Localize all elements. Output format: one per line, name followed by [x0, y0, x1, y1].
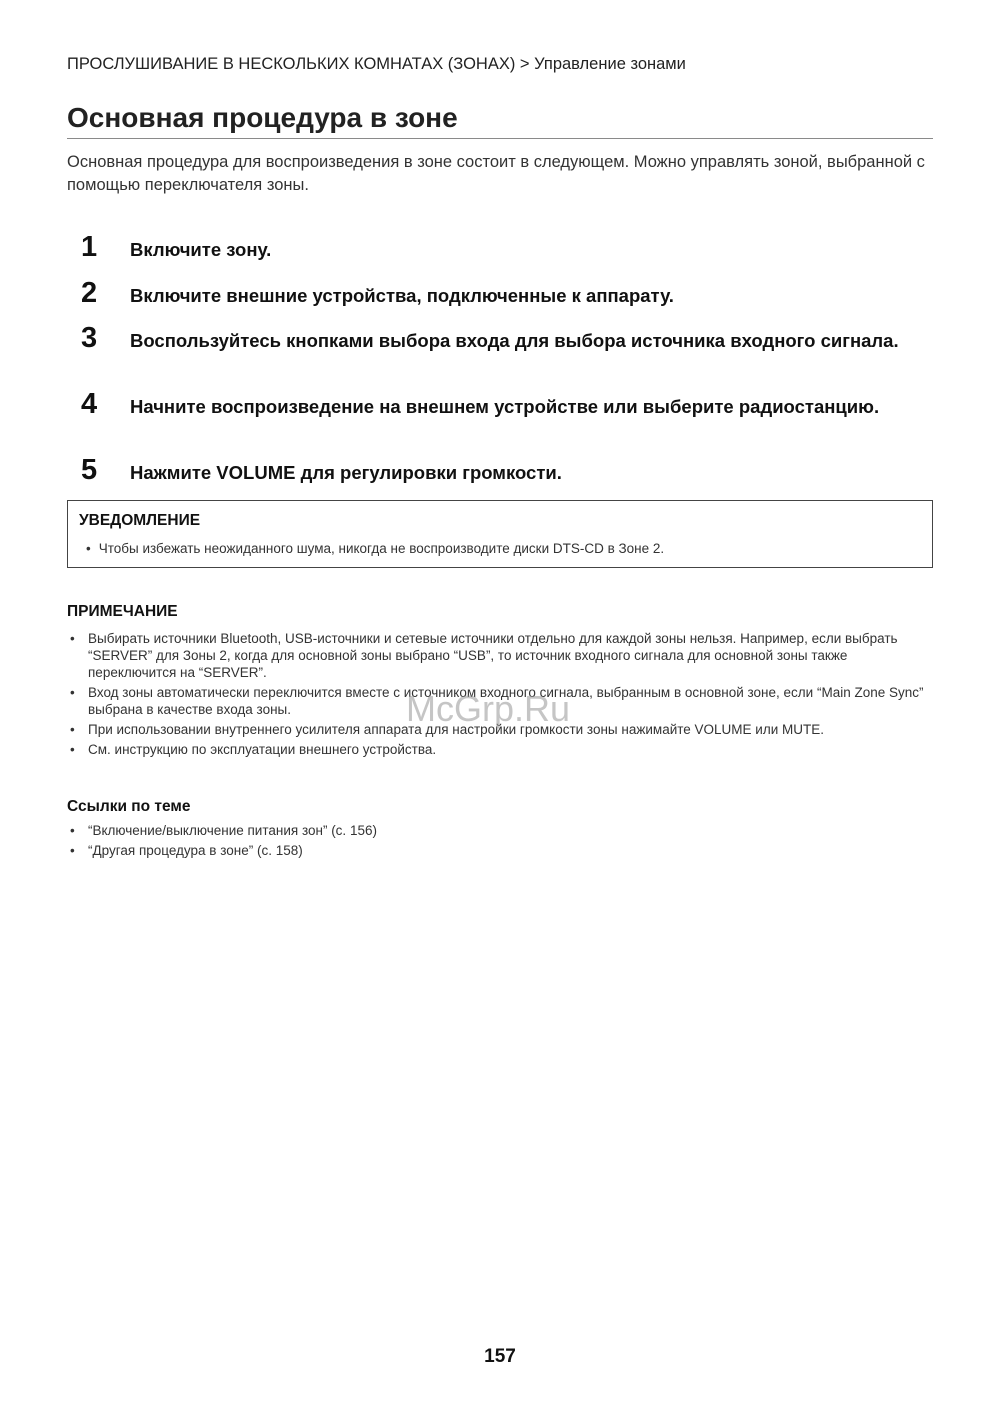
bullet-icon: •	[70, 742, 75, 757]
list-item-text: При использовании внутреннего усилителя аппарата для настройки громкости зоны нажимайте VOLUME или MUTE.	[88, 722, 825, 737]
step-1	[67, 230, 933, 276]
list-item-text: Выбирать источники Bluetooth, USB-источники и сетевые источники отдельно для каждой зоны нельзя. Например, если выбрать “SERVER” для Зоны 2, когда для основной зоны выбрано “USB”, то источник входного сигнала для основной зоны также переключится на “SERVER”.	[88, 631, 898, 680]
page-number: 157	[484, 1346, 516, 1367]
list-item-text: Вход зоны автоматически переключится вместе с источником входного сигнала, выбранным в основной зоне, если “Main Zone Sync” выбрана в качестве входа зоны.	[88, 685, 924, 717]
step-text: Начните воспроизведение на внешнем устройстве или выберите радиостанцию.	[130, 396, 880, 417]
related-links-title: Ссылки по теме	[67, 798, 191, 815]
step-text: Включите внешние устройства, подключенные к аппарату.	[130, 285, 674, 306]
notice-title: УВЕДОМЛЕНИЕ	[79, 512, 201, 529]
bullet-icon: •	[70, 843, 75, 858]
list-item	[67, 741, 933, 758]
step-number: 5	[81, 454, 98, 486]
notice-item-text: Чтобы избежать неожиданного шума, никогда не воспроизводите диски DTS-CD в Зоне 2.	[98, 541, 665, 556]
step-2	[67, 276, 933, 321]
breadcrumb: ПРОСЛУШИВАНИЕ В НЕСКОЛЬКИХ КОМНАТАХ (ЗОНАХ) > Управление зонами	[67, 55, 686, 73]
step-number: 4	[81, 388, 98, 420]
steps-list	[67, 230, 933, 493]
page-title: Основная процедура в зоне	[67, 100, 933, 139]
step-number: 3	[81, 322, 98, 354]
bullet-icon: •	[70, 722, 75, 737]
watermark: McGrp.Ru	[406, 688, 571, 729]
bullet-icon: •	[70, 685, 75, 700]
related-link[interactable]	[67, 822, 933, 839]
step-number: 2	[81, 277, 98, 309]
step-text: Включите зону.	[130, 239, 272, 260]
note-title: ПРИМЕЧАНИЕ	[67, 603, 178, 620]
related-links-list	[67, 822, 933, 862]
step-text: Нажмите VOLUME для регулировки громкости.	[130, 462, 562, 483]
bullet-icon: •	[70, 823, 75, 838]
notice-item	[86, 541, 664, 556]
step-5	[67, 453, 933, 493]
related-link-text[interactable]: “Другая процедура в зоне” (с. 158)	[88, 843, 303, 858]
step-4	[67, 387, 933, 453]
related-link[interactable]	[67, 842, 933, 859]
bullet-icon: •	[70, 631, 75, 646]
list-item-text: См. инструкцию по эксплуатации внешнего устройства.	[88, 742, 437, 757]
step-text: Воспользуйтесь кнопками выбора входа для выбора источника входного сигнала.	[130, 330, 899, 351]
bullet-icon: •	[86, 541, 91, 556]
intro-paragraph: Основная процедура для воспроизведения в зоне состоит в следующем. Можно управлять зоной, выбранной с помощью переключателя зоны.	[67, 153, 925, 194]
related-link-text[interactable]: “Включение/выключение питания зон” (с. 156)	[88, 823, 377, 838]
step-number: 1	[81, 231, 98, 263]
step-3	[67, 321, 933, 387]
notice-box	[67, 500, 933, 568]
list-item	[67, 630, 933, 681]
